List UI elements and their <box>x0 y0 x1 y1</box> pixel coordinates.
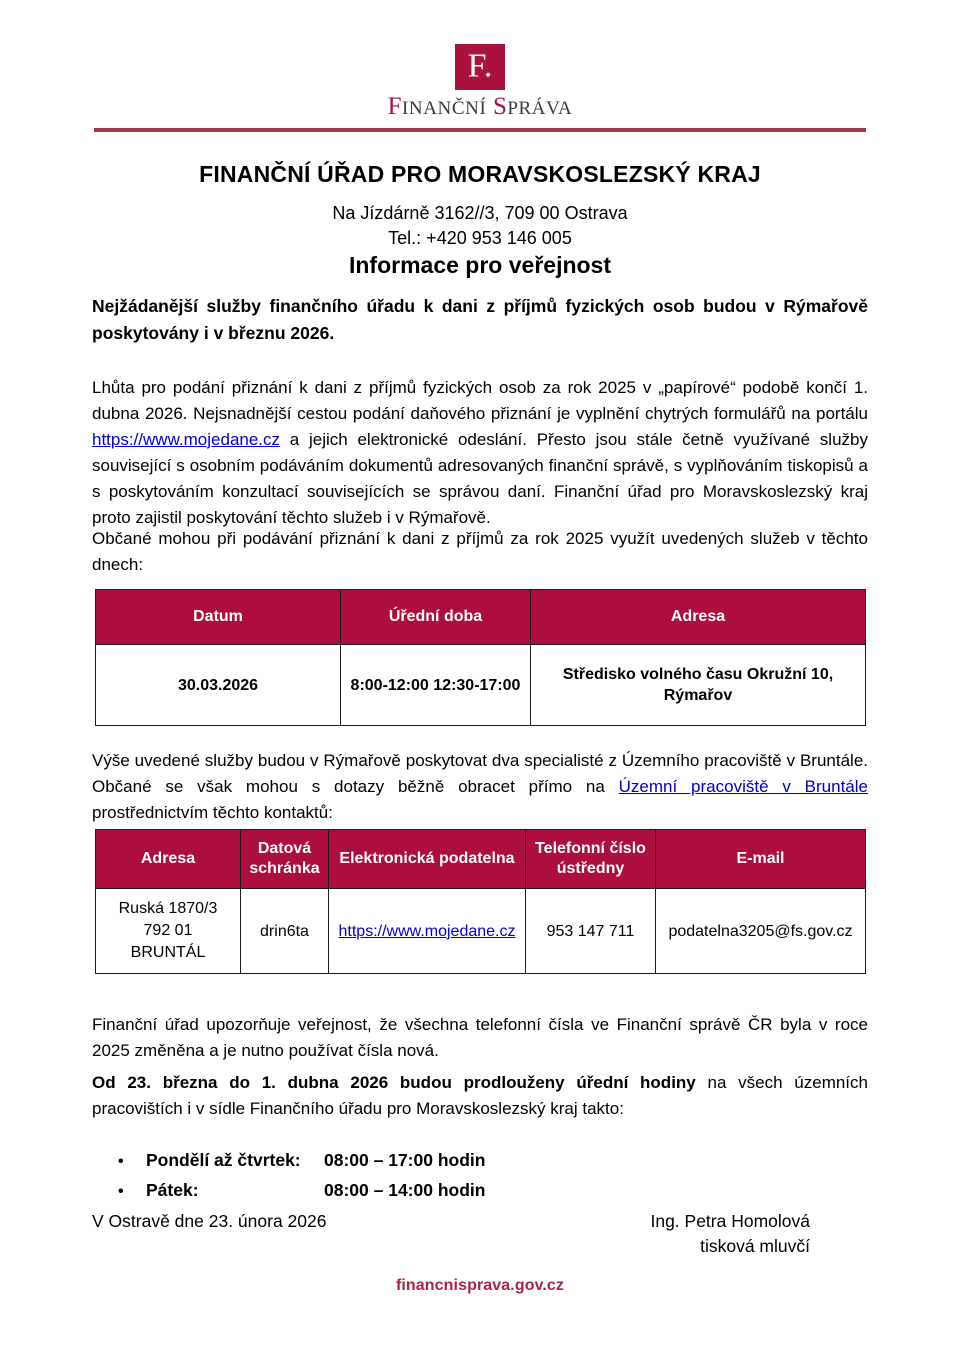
bullet-icon: • <box>118 1183 124 1200</box>
cell-adresa-line-1: Středisko volného času <box>562 666 743 683</box>
lead-paragraph: Nejžádanější služby finančního úřadu k dani z příjmů fyzických osob budou v Rýmařově poskytovány i v březnu 2026. <box>92 296 868 343</box>
paragraph-1-text-before-link: Lhůta pro podání přiznání k dani z příjmů fyzických osob za rok 2025 v „papírové“ podobě končí 1. dubna 2026. Nejsnadnější cestou podání daňového přiznání je vyplnění chytrých formulářů na portálu <box>92 378 868 423</box>
signature-role: tisková mluvčí <box>700 1236 810 1256</box>
paragraph-extended-hours <box>92 1070 868 1122</box>
table-row <box>96 645 866 726</box>
office-phone: Tel.: +420 953 146 005 <box>388 228 572 248</box>
paragraph-1-text-after-link: a jejich elektronické odeslání. Přesto jsou stále četně využívané služby související s osobním podáváním dokumentů adresovaných finanční správě, s vyplňováním tiskopisů a s poskytováním konzultací souvisejících se správou daní. Finanční úřad pro Moravskoslezský kraj proto zajistil poskytování těchto služeb i v Rýmařově. <box>92 430 868 527</box>
logo-wordmark-s: S <box>493 93 508 120</box>
paragraph-3-text-after-link: prostřednictvím těchto kontaktů: <box>92 803 333 822</box>
office-hours-day-label: Pondělí až čtvrtek: <box>146 1150 301 1170</box>
footer-website: financnisprava.gov.cz <box>395 1277 565 1294</box>
paragraph-filing-deadline <box>92 375 868 531</box>
list-item <box>118 1176 818 1206</box>
paragraph-3-text-before-link: Výše uvedené služby budou v Rýmařově poskytovat dva specialisté z Územního pracoviště v Bruntále. Občané se však mohou s dotazy běžně obracet přímo na <box>92 751 868 796</box>
office-address: Na Jízdárně 3162//3, 709 00 Ostrava <box>332 203 628 223</box>
cell-adresa-line-2: 792 01 <box>143 922 193 939</box>
column-header-elektronicka-podatelna: Elektronická podatelna <box>329 830 526 889</box>
logo-mark-square <box>455 44 505 90</box>
paragraph-services-intro: Občané mohou při podávání přiznání k dani z příjmů za rok 2025 využít uvedených služeb v těchto dnech: <box>92 529 868 574</box>
table-header-row <box>96 590 866 645</box>
logo-wordmark <box>0 93 960 121</box>
table-service-dates <box>95 589 866 726</box>
paragraph-phone-change-notice: Finanční úřad upozorňuje veřejnost, že všechna telefonní čísla ve Finanční správě ČR byla v roce 2025 změněna a je nutno používat čísla nová. <box>92 1015 868 1060</box>
cell-datum: 30.03.2026 <box>96 645 341 726</box>
list-item <box>118 1146 818 1176</box>
signature-name: Ing. Petra Homolová <box>650 1211 810 1231</box>
column-header-datum: Datum <box>96 590 341 645</box>
financni-sprava-logo <box>0 44 960 121</box>
office-hours-day-label: Pátek: <box>146 1180 199 1200</box>
table-header-row <box>96 830 866 889</box>
cell-uredni-doba: 8:00-12:00 12:30-17:00 <box>341 645 531 726</box>
page-title: FINANČNÍ ÚŘAD PRO MORAVSKOSLEZSKÝ KRAJ <box>199 161 761 187</box>
column-header-email: E-mail <box>656 830 866 889</box>
column-header-adresa: Adresa <box>96 830 241 889</box>
column-header-uredni-doba: Úřední doba <box>341 590 531 645</box>
table-contact-details <box>95 829 866 974</box>
paragraph-bruntal-contacts <box>92 748 868 826</box>
office-hours-time-value: 08:00 – 14:00 hodin <box>324 1180 486 1200</box>
column-header-telefonni-cislo: Telefonní číslo ústředny <box>526 830 656 889</box>
column-header-datova-schranka: Datová schránka <box>241 830 329 889</box>
mojedane-portal-link[interactable]: https://www.mojedane.cz <box>92 430 281 449</box>
cell-adresa-line-3: BRUNTÁL <box>130 944 206 961</box>
table-row <box>96 889 866 974</box>
cell-telefonni-cislo: 953 147 711 <box>526 889 656 974</box>
cell-adresa <box>96 889 241 974</box>
podatelna-link[interactable]: https://www.mojedane.cz <box>338 922 516 940</box>
uzemni-pracoviste-bruntal-link[interactable]: Územní pracoviště v Bruntále <box>618 777 868 796</box>
cell-adresa-line-2: Okružní 10, Rýmařov <box>663 666 834 704</box>
cell-datova-schranka: drin6ta <box>241 889 329 974</box>
cell-adresa <box>531 645 866 726</box>
logo-wordmark-prava: PRÁVA <box>507 98 573 119</box>
document-heading: Informace pro veřejnost <box>348 252 612 278</box>
bullet-icon: • <box>118 1153 124 1170</box>
logo-wordmark-f: F <box>387 93 402 120</box>
paragraph-5-bold-text: Od 23. března do 1. dubna 2026 budou prodlouženy úřední hodiny <box>92 1073 696 1092</box>
cell-elektronicka-podatelna <box>329 889 526 974</box>
cell-adresa-line-1: Ruská 1870/3 <box>118 900 218 917</box>
header-divider-rule <box>94 128 866 132</box>
signature-block <box>650 1209 810 1259</box>
column-header-adresa: Adresa <box>531 590 866 645</box>
logo-wordmark-inancni: INANČNÍ <box>401 98 487 119</box>
office-hours-list <box>118 1146 818 1206</box>
logo-letter-f: F. <box>467 47 493 85</box>
paragraph-5-rest-text: na všech územních pracovištích i v sídle Finančního úřadu pro Moravskoslezský kraj takto: <box>92 1073 868 1118</box>
cell-email: podatelna3205@fs.gov.cz <box>656 889 866 974</box>
office-hours-time-value: 08:00 – 17:00 hodin <box>324 1150 486 1170</box>
signature-place-date: V Ostravě dne 23. února 2026 <box>92 1211 327 1231</box>
